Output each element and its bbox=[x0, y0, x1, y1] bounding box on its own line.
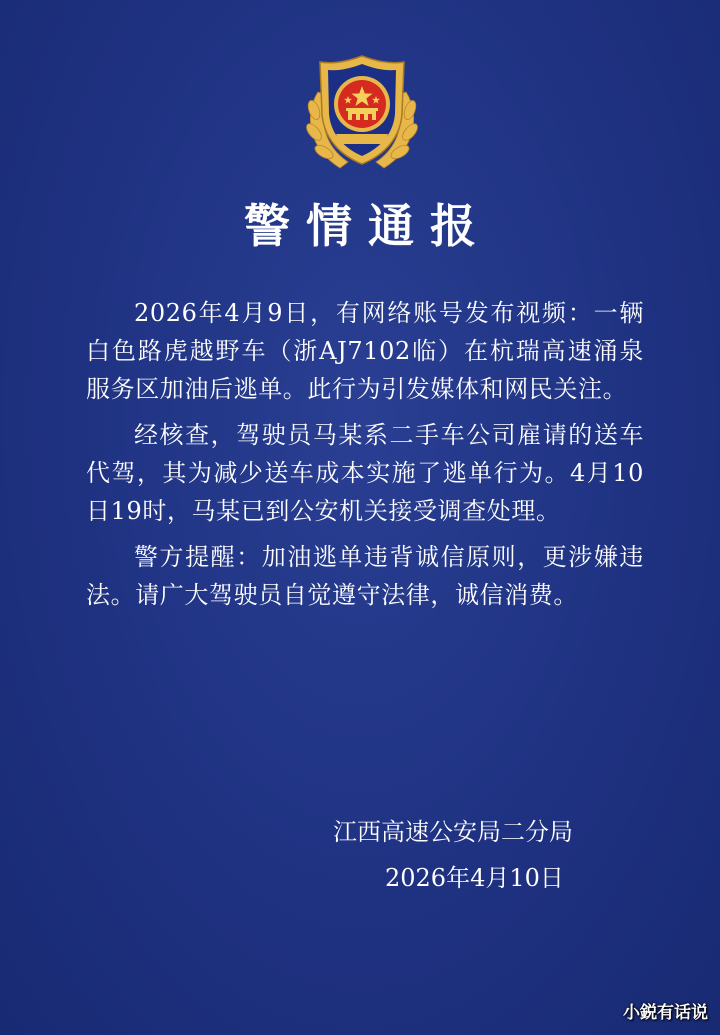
police-emblem-icon bbox=[296, 52, 428, 180]
watermark-text: 小鋭有话说 bbox=[623, 1003, 708, 1023]
signature-date: 2026年4月10日 bbox=[385, 864, 564, 892]
notice-signature bbox=[333, 809, 633, 901]
notice-paragraph-3: 警方提醒：加油逃单违背诚信原则，更涉嫌违法。请广大驾驶员自觉遵守法律，诚信消费。 bbox=[86, 543, 644, 609]
notice-paragraph-1: 2026年4月9日，有网络账号发布视频：一辆白色路虎越野车（浙AJ7102临）在杭瑞高速涌泉服务区加油后逃单。此行为引发媒体和网民关注。 bbox=[86, 299, 644, 403]
signature-organization: 江西高速公安局二分局 bbox=[333, 818, 573, 846]
notice-title: 警情通报 bbox=[244, 199, 492, 253]
notice-body bbox=[86, 294, 644, 622]
notice-paragraph-2: 经核查，驾驶员马某系二手车公司雇请的送车代驾，其为减少送车成本实施了逃单行为。4月10日19时，马某已到公安机关接受调查处理。 bbox=[86, 421, 644, 525]
